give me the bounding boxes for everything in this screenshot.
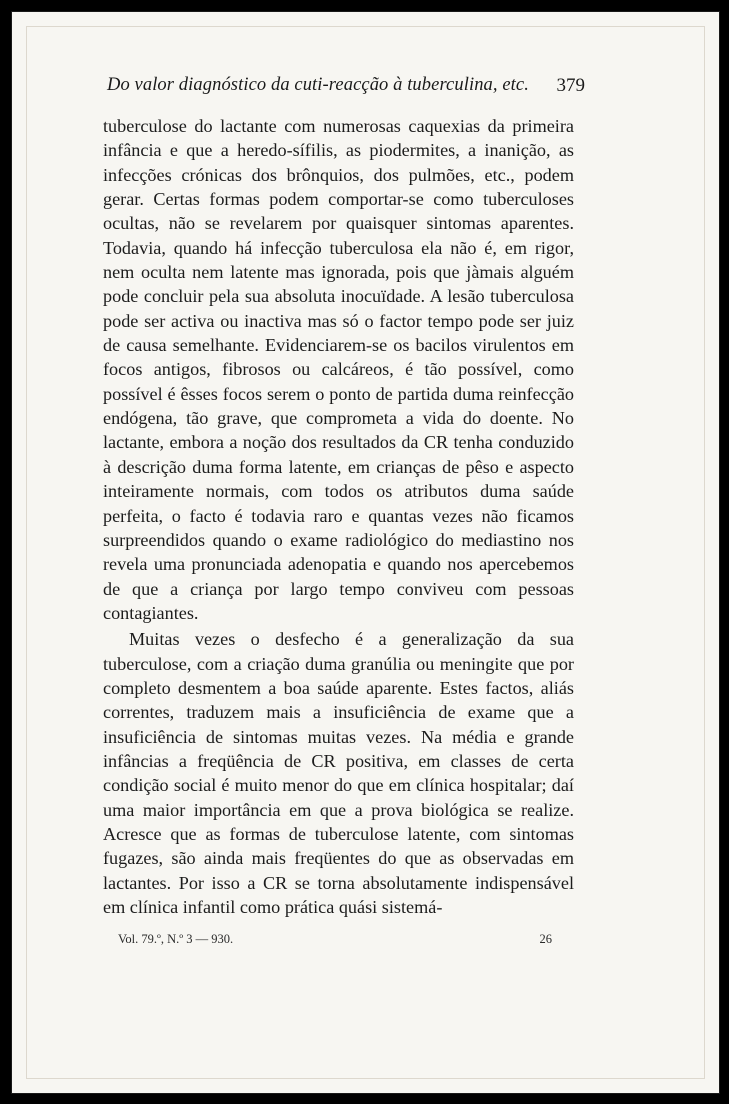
page-number: 379 — [556, 75, 585, 96]
volume-line: Vol. 79.º, N.º 3 — 930. — [118, 932, 234, 946]
paragraph-2: Muitas vezes o desfecho é a generalização da sua tuberculose, com a criação duma granúlia ou meningite que por completo desmentem a boa saúde aparente. Estes factos, aliás correntes, traduzem mais a insuficiência de exame que a insuficiência de sintomas muitas vezes. Na média e grande infâncias a freqüência de CR positiva, em classes de certa condição social é muito menor do que em clínica hospitalar; daí uma maior importância em que a prova biológica se realize. Acresce que as formas de tuberculose latente, com sintomas fugazes, são ainda mais freqüentes do que as observadas em lactantes. Por isso a CR se torna absolutamente indispensável em clínica infantil como prática quási sistemá- — [103, 629, 574, 917]
running-header — [107, 75, 585, 99]
page-footer — [118, 932, 574, 950]
body-text — [103, 114, 574, 919]
running-title: Do valor diagnóstico da cuti-reacção à tuberculina, etc. — [107, 75, 529, 95]
paragraph-1: tuberculose do lactante com numerosas caquexias da primeira infância e que a heredo-sífilis, as piodermites, a inanição, as infecções crónicas dos brônquios, dos pulmões, etc., podem gerar. Certas formas podem comportar-se como tuberculoses ocultas, não se revelarem por quaisquer sintomas aparentes. Todavia, quando há infecção tuberculosa ela não é, em rigor, nem oculta nem latente mas ignorada, pois que jàmais alguém pode concluir pela sua absoluta inocuïdade. A lesão tuberculosa pode ser activa ou inactiva mas só o factor tempo pode ser juiz de causa semelhante. Evidenciarem-se os bacilos virulentos em focos antigos, fibrosos ou calcáreos, é tão possível, como possível é êsses focos serem o ponto de partida duma reinfecção endógena, tão grave, que comprometa a vida do doente. No lactante, embora a noção dos resultados da CR tenha conduzido à descrição duma forma latente, em crianças de pêso e aspecto inteiramente normais, com todos os atributos duma saúde perfeita, o facto é todavia raro e quantas vezes não ficamos surpreendidos quando o exame radiológico do mediastino nos revela uma pronunciada adenopatia e quando nos apercebemos de que a criança por largo tempo conviveu com pessoas contagiantes. — [103, 116, 574, 623]
signature-mark: 26 — [539, 932, 552, 946]
